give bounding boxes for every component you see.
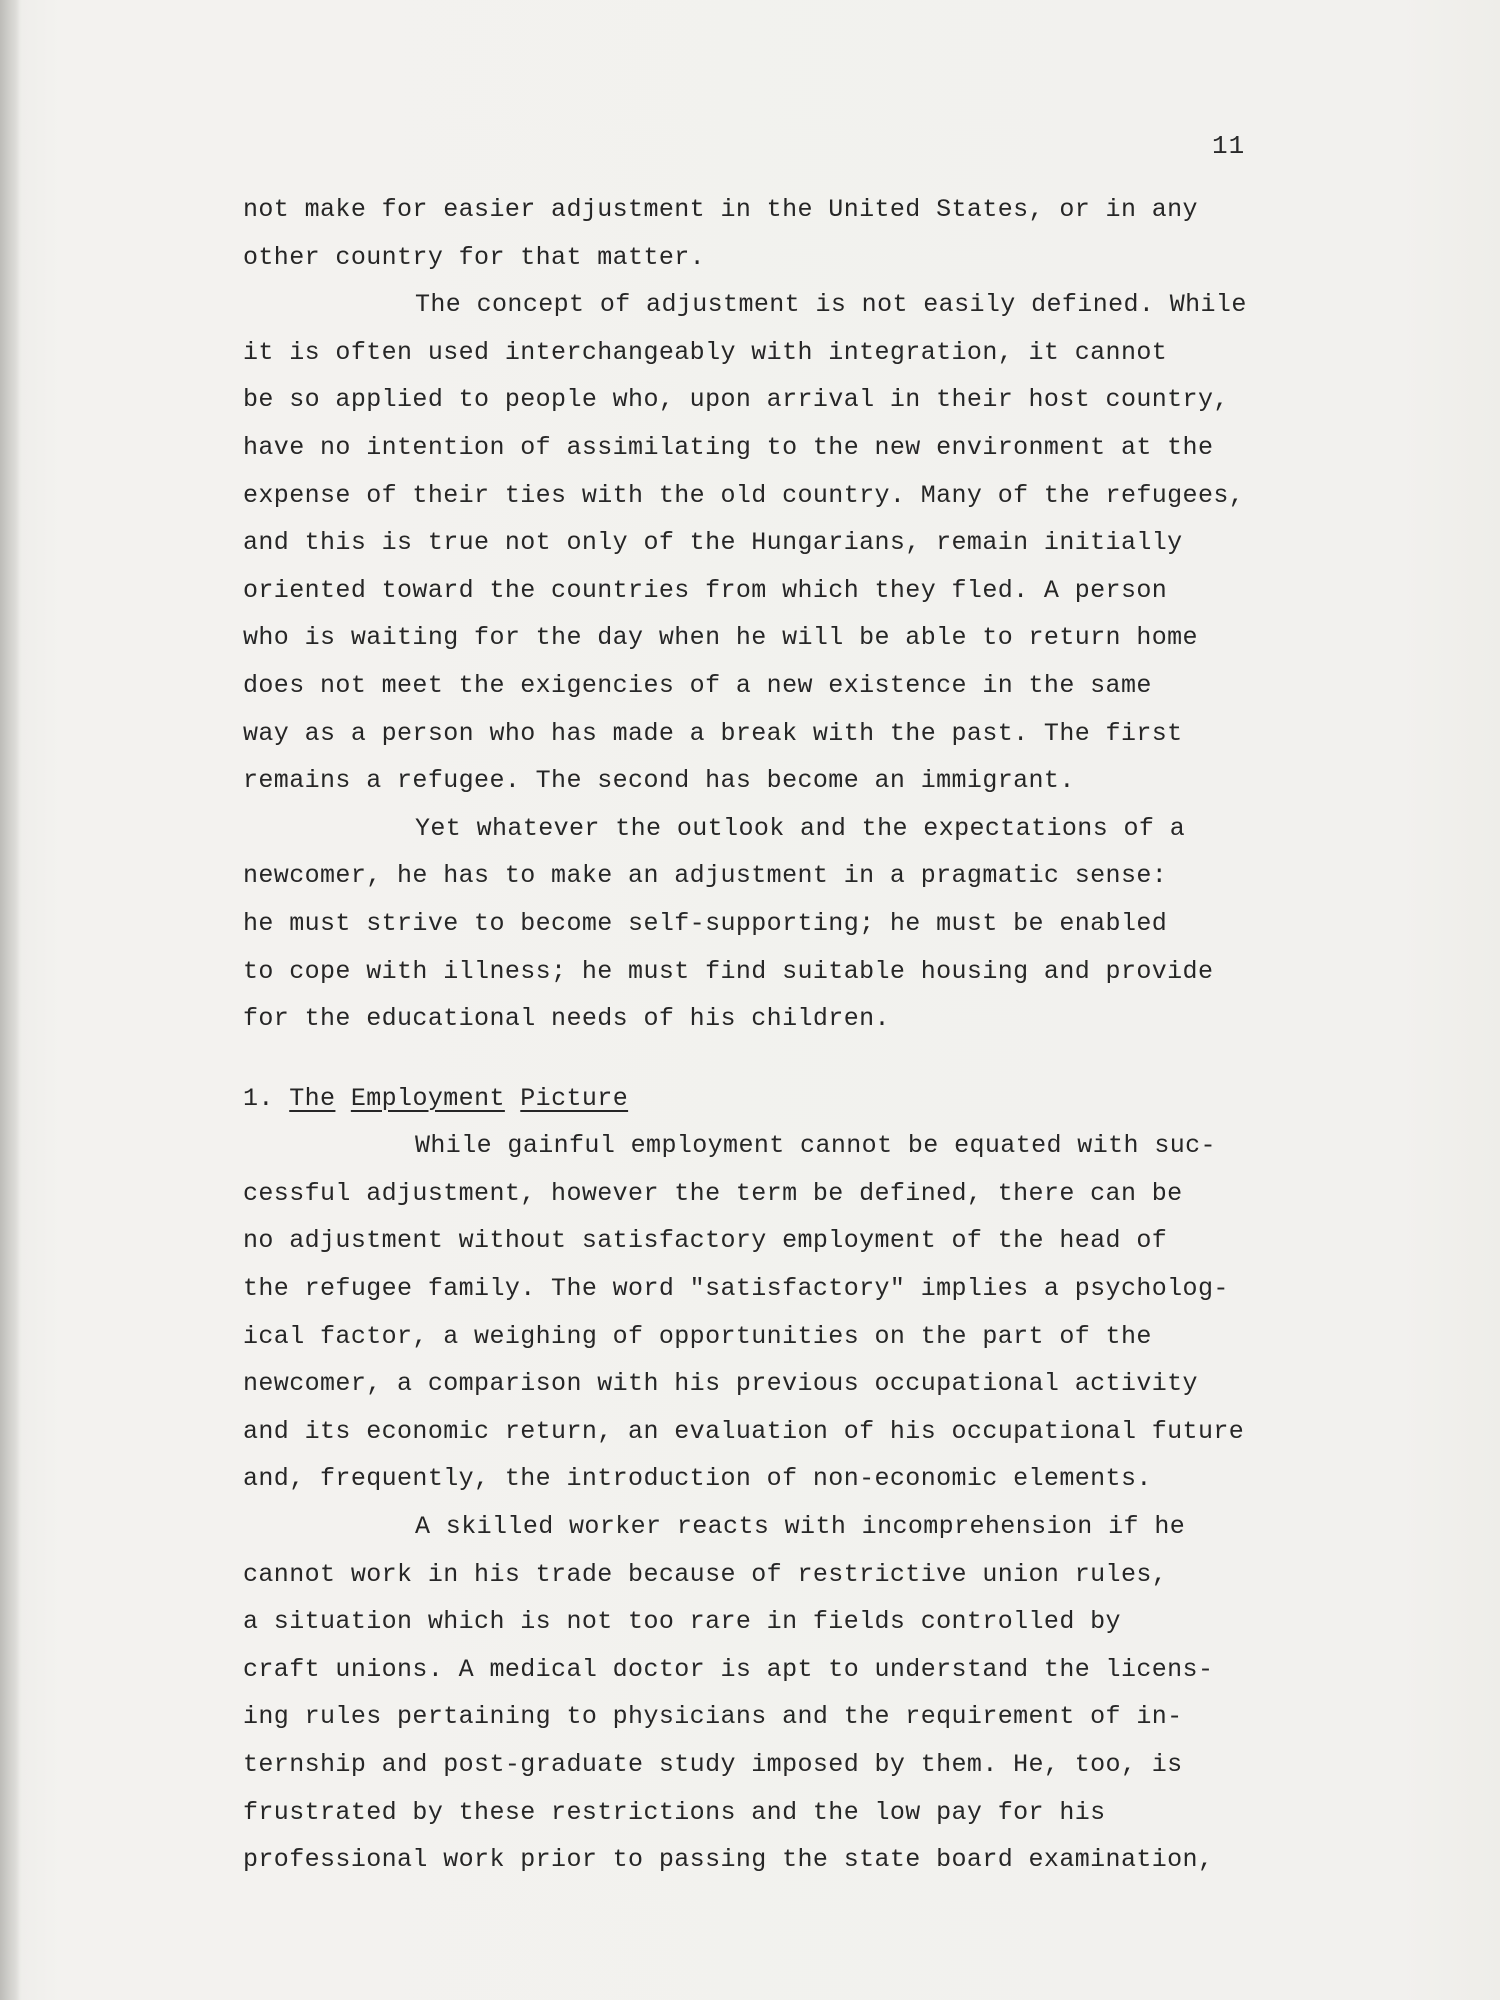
- text-line: have no intention of assimilating to the new environment at the: [243, 432, 1214, 462]
- text-line: be so applied to people who, upon arrival in their host country,: [243, 385, 1229, 415]
- section-heading: [243, 1075, 1363, 1123]
- text-line: other country for that matter.: [243, 242, 706, 272]
- text-line: oriented toward the countries from which they fled. A person: [243, 575, 1168, 605]
- text-line: frustrated by these restrictions and the low pay for his: [243, 1797, 1106, 1827]
- page-number: 11: [1212, 131, 1246, 161]
- text-line: way as a person who has made a break with the past. The first: [243, 718, 1183, 748]
- text-line: expense of their ties with the old country. Many of the refugees,: [243, 480, 1245, 510]
- text-line: ternship and post-graduate study imposed by them. He, too, is: [243, 1750, 1183, 1779]
- binding-shadow: [0, 0, 20, 2000]
- text-line: who is waiting for the day when he will be able to return home: [243, 623, 1198, 653]
- text-line: While gainful employment cannot be equated with suc-: [415, 1131, 1216, 1161]
- text-line: newcomer, a comparison with his previous occupational activity: [243, 1369, 1198, 1399]
- text-line: not make for easier adjustment in the United States, or in any: [243, 195, 1198, 224]
- text-line: The concept of adjustment is not easily defined. While: [415, 290, 1247, 320]
- text-line: ing rules pertaining to physicians and the requirement of in-: [243, 1702, 1183, 1732]
- text-line: newcomer, he has to make an adjustment in a pragmatic sense:: [243, 861, 1168, 891]
- text-line: and this is true not only of the Hungarians, remain initially: [243, 528, 1183, 558]
- text-line: does not meet the exigencies of a new existence in the same: [243, 670, 1152, 700]
- section-heading-word: Picture: [520, 1083, 629, 1113]
- text-line: cannot work in his trade because of restrictive union rules,: [243, 1559, 1168, 1589]
- text-line: no adjustment without satisfactory employment of the head of: [243, 1226, 1168, 1256]
- section-number: 1.: [243, 1083, 274, 1113]
- text-line: he must strive to become self-supporting; he must be enabled: [243, 908, 1168, 938]
- text-line: to cope with illness; he must find suitable housing and provide: [243, 956, 1214, 986]
- text-line: the refugee family. The word "satisfactory" implies a psycholog-: [243, 1274, 1229, 1304]
- text-line: and its economic return, an evaluation of his occupational future: [243, 1416, 1245, 1446]
- text-line: Yet whatever the outlook and the expectations of a: [415, 813, 1186, 843]
- section-heading-word: The: [289, 1083, 336, 1113]
- text-line: and, frequently, the introduction of non-economic elements.: [243, 1464, 1152, 1494]
- text-line: craft unions. A medical doctor is apt to understand the licens-: [243, 1654, 1214, 1684]
- text-line: ical factor, a weighing of opportunities on the part of the: [243, 1321, 1152, 1351]
- text-line: a situation which is not too rare in fields controlled by: [243, 1607, 1121, 1637]
- body-text: [243, 186, 1363, 1884]
- text-line: for the educational needs of his children.: [243, 1004, 890, 1034]
- text-line: A skilled worker reacts with incomprehension if he: [415, 1512, 1186, 1542]
- text-line: cessful adjustment, however the term be defined, there can be: [243, 1178, 1183, 1208]
- text-line: remains a refugee. The second has become an immigrant.: [243, 766, 1075, 796]
- text-line: professional work prior to passing the state board examination,: [243, 1845, 1214, 1875]
- section-heading-word: Employment: [350, 1083, 505, 1113]
- text-line: it is often used interchangeably with integration, it cannot: [243, 337, 1168, 367]
- section-spacer: [243, 1043, 1363, 1075]
